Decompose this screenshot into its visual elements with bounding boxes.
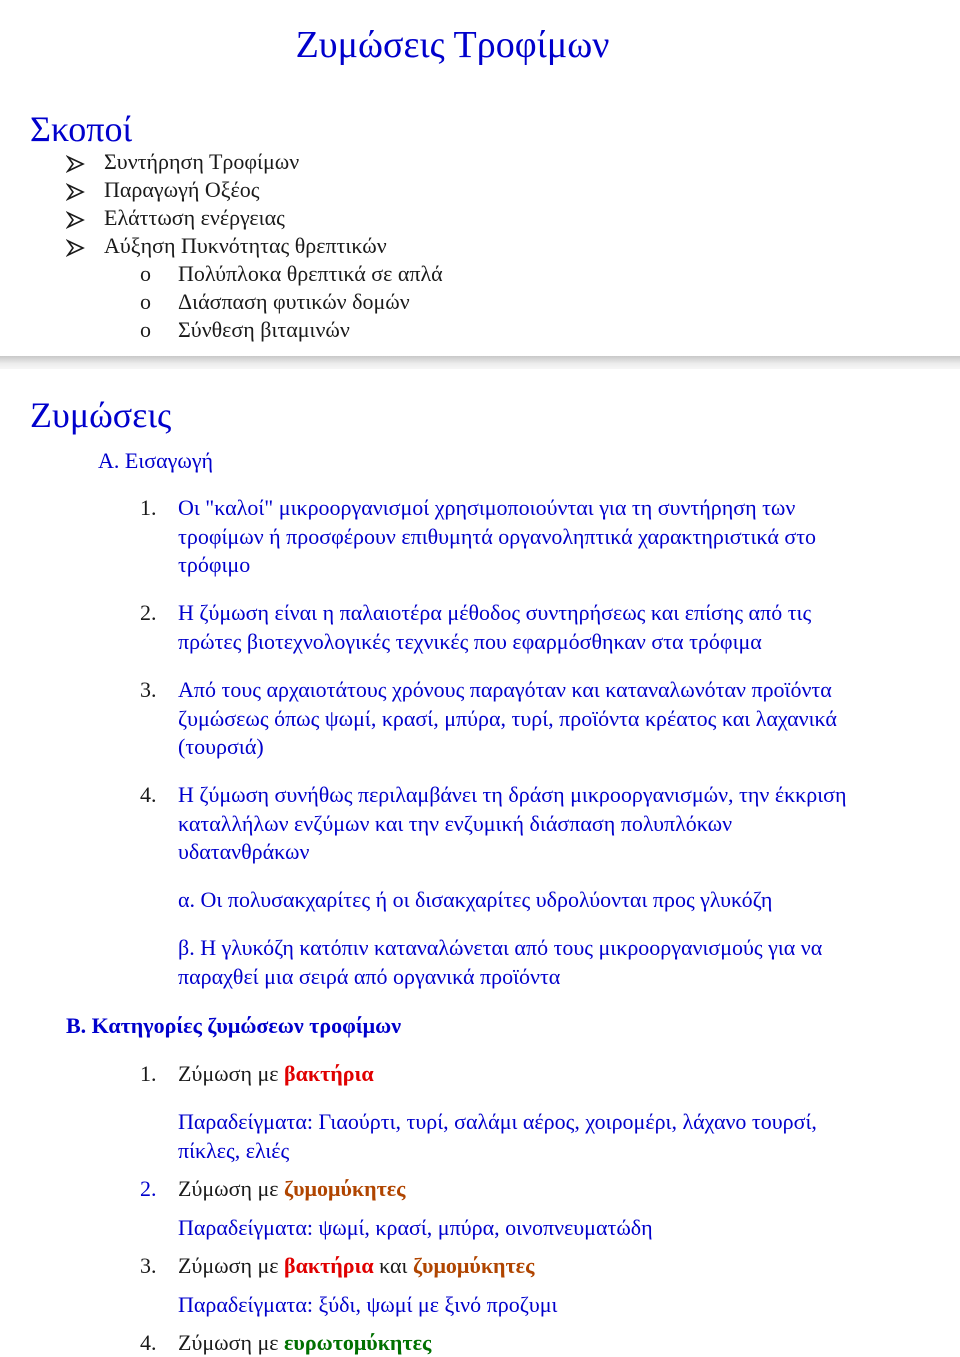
subgoal-text: Πολύπλοκα θρεπτικά σε απλά [178,261,443,286]
category-num: 3. [140,1253,157,1278]
sub-bullet-marker: o [140,261,151,286]
goals-heading: Σκοποί [30,109,133,149]
category-conj: και [373,1253,413,1278]
beta-text: β. Η γλυκόζη κατόπιν καταναλώνεται από τους μικροοργανισμούς για να παραχθεί μια σειρά από οργανικά προϊόντα [178,935,823,989]
intro-text: Η ζύμωση συνήθως περιλαμβάνει τη δράση μικροοργανισμών, την έκκριση καταλλήλων ενζύμων και την ενζυμική διάσπαση πολυπλόκων υδατανθράκων [178,782,847,864]
arrow-bullet-icon [66,148,104,176]
subgoal-text: Διάσπαση φυτικών δομών [178,289,410,314]
category-prefix: Ζύμωση με [178,1330,285,1355]
category-title [178,1175,405,1203]
intro-text: Από τους αρχαιοτάτους χρόνους παραγόταν και καταναλωνόταν προϊόντα ζυμώσεως όπως ψωμί, κρασί, μπύρα, τυρί, προϊόντα κρέατος και λαχανικά (τουρσιά) [178,677,837,759]
intro-text: Οι "καλοί" μικροοργανισμοί χρησιμοποιούνται για τη συντήρηση των τροφίμων ή προσφέρουν επιθυμητά οργανοληπτικά χαρακτηριστικά στο τρόφιμο [178,495,817,577]
category-examples: Παραδείγματα: Γιαούρτι, τυρί, σαλάμι αέρος, χοιρομέρι, λάχανο τουρσί, πίκλες, ελιές [178,1109,817,1163]
goal-text: Ελάττωση ενέργειας [104,205,285,230]
category-num: 2. [140,1176,157,1201]
intro-num: 4. [140,782,157,807]
list-item [66,232,387,260]
category-title [178,1329,431,1357]
ferment-heading: Ζυμώσεις [30,395,172,435]
page-title: Ζυμώσεις Τροφίμων [295,24,610,66]
list-item [140,288,410,316]
category-examples: Παραδείγματα: ξύδι, ψωμί με ξινό προζυμι [178,1292,558,1317]
category-title [178,1252,534,1280]
list-item [66,176,260,204]
section-divider [0,356,960,369]
list-item [140,260,443,288]
goal-text: Αύξηση Πυκνότητας θρεπτικών [104,233,387,258]
arrow-bullet-icon [66,176,104,204]
arrow-bullet-icon [66,232,104,260]
category-prefix: Ζύμωση με [178,1176,285,1201]
agent-bacteria: βακτήρια [284,1253,374,1278]
section-b-label: Β. Κατηγορίες ζυμώσεων τροφίμων [66,1013,402,1038]
agent-yeast: ζυμομύκητες [412,1253,535,1278]
sub-bullet-marker: o [140,289,151,314]
list-item [140,316,350,344]
intro-num: 1. [140,495,157,520]
goal-text: Παραγωγή Οξέος [104,177,260,202]
category-num: 4. [140,1330,157,1355]
intro-num: 2. [140,600,157,625]
category-prefix: Ζύμωση με [178,1061,285,1086]
category-prefix: Ζύμωση με [178,1253,285,1278]
section-a-label: Α. Εισαγωγή [98,448,214,473]
agent-bacteria: βακτήρια [284,1061,374,1086]
goal-text: Συντήρηση Τροφίμων [104,149,300,174]
agent-yeast: ζυμομύκητες [284,1176,406,1201]
category-title [178,1060,374,1088]
list-item [66,148,299,176]
sub-bullet-marker: o [140,317,151,342]
agent-mold: ευρωτομύκητες [284,1330,432,1355]
intro-text: Η ζύμωση είναι η παλαιοτέρα μέθοδος συντηρήσεως και επίσης από τις πρώτες βιοτεχνολογικές τεχνικές που εφαρμόσθηκαν στα τρόφιμα [178,600,812,654]
subgoal-text: Σύνθεση βιταμινών [178,317,350,342]
category-num: 1. [140,1061,157,1086]
intro-num: 3. [140,677,157,702]
arrow-bullet-icon [66,204,104,232]
list-item [66,204,285,232]
category-examples: Παραδείγματα: ψωμί, κρασί, μπύρα, οινοπνευματώδη [178,1215,653,1240]
alpha-text: α. Οι πολυσακχαρίτες ή οι δισακχαρίτες υδρολύονται προς γλυκόζη [178,887,773,912]
